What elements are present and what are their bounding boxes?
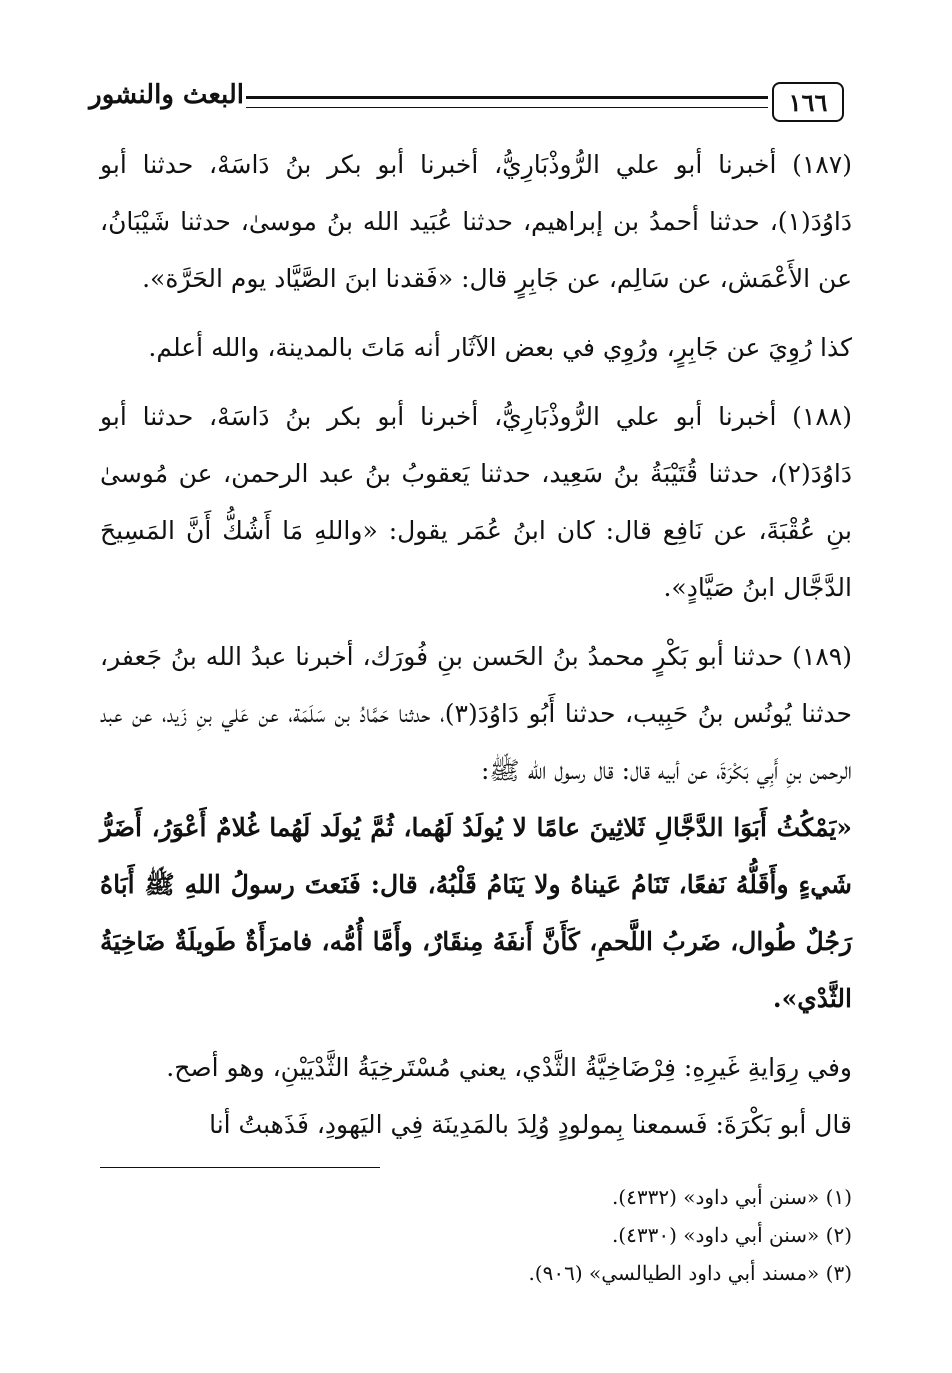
page-header: [89, 78, 852, 126]
header-rule: [246, 96, 768, 108]
paragraph-hadith-189-matn: «يَمْكُثُ أَبَوَا الدَّجَّالِ ثَلاثِينَ عامًا لا يُولَدُ لَهُما، ثُمَّ يُولَد لَهُما غُلامٌ أَعْوَرُ، أَضَرُّ شَيءٍ وأَقَلُّهُ نَفعًا، تَنَامُ عَيناهُ ولا يَنَامُ قَلْبُهُ، قال: فَنَعتَ رسولُ اللهِ ﷺ أَبَاهُ رَجُلٌ طُوال، ضَربُ اللَّحمِ، كَأَنَّ أَنفَهُ مِنقَارٌ، وأَمَّا أُمُّه، فامرَأَةٌ طَويلَةٌ ضَاخِيَةُ الثَّدْي».: [100, 813, 852, 1013]
footnote-3: (٣) «مسند أبي داود الطيالسي» (٩٠٦).: [528, 1261, 852, 1285]
paragraph-commentary: كذا رُوِيَ عن جَابِرٍ، ورُوِي في بعض الآثَار أنه مَاتَ بالمدينة، والله أعلم.: [148, 333, 852, 362]
main-text: [100, 136, 852, 1153]
paragraph-abu-bakra: قال أبو بَكْرَةَ: فَسمعنا بِمولودٍ وُلِدَ بالمَدِينَة فِي اليَهودِ، فَذَهبتُ أنا: [209, 1110, 852, 1139]
footnote-separator: [100, 1167, 380, 1168]
page-number: ١٦٦: [772, 82, 844, 122]
running-title: البعث والنشور: [89, 80, 244, 110]
paragraph-hadith-189: (١٨٩) حدثنا أبو بَكْرٍ محمدُ بنُ الحَسن بنِ فُورَك، أخبرنا عبدُ الله بنُ جَعفر، حدثنا يُونُس بنُ حَبِيب، حدثنا أَبُو دَاوُدَ(٣)، حدثنا حَمَّادُ بن سَلَمَة، عن عَلي بنِ زَيد، عن عبد الرحمن بنِ أَبِي بَكْرَةَ، عن أبيه قال: قال رسول الله ﷺ:: [100, 642, 853, 785]
paragraph-variant-narration: وفي رِوَايةِ غَيرِهِ: فِرْضَاخِيَّةُ الثَّدْي، يعني مُسْتَرخِيَةُ الثَّدْيَيْنِ، وهو أصح.: [166, 1053, 852, 1082]
footnotes: [100, 1178, 852, 1292]
footnote-1: (١) «سنن أبي داود» (٤٣٣٢).: [611, 1185, 852, 1209]
book-page: [89, 78, 853, 1338]
paragraph-hadith-188: (١٨٨) أخبرنا أبو علي الرُّوذْبَارِيُّ، أخبرنا أبو بكر بنُ دَاسَهْ، حدثنا أبو دَاوُدَ(٢)، حدثنا قُتَيْبَةُ بنُ سَعِيد، حدثنا يَعقوبُ بنُ عبد الرحمن، عن مُوسىٰ بنِ عُقْبَةَ، عن نَافِع قال: كان ابنُ عُمَر يقول: «واللهِ مَا أَشُكُّ أَنَّ المَسِيحَ الدَّجَّال ابنُ صَيَّادٍ».: [100, 402, 852, 602]
paragraph-hadith-187: (١٨٧) أخبرنا أبو علي الرُّوذْبَارِيُّ، أخبرنا أبو بكر بنُ دَاسَهْ، حدثنا أبو دَاوُدَ(١)، حدثنا أحمدُ بن إبراهيم، حدثنا عُبَيد الله بنُ موسىٰ، حدثنا شَيْبَانُ، عن الأَعْمَش، عن سَالِم، عن جَابِرٍ قال: «فَقدنا ابنَ الصَّيَّاد يوم الحَرَّة».: [100, 150, 852, 293]
footnote-2: (٢) «سنن أبي داود» (٤٣٣٠).: [611, 1223, 852, 1247]
